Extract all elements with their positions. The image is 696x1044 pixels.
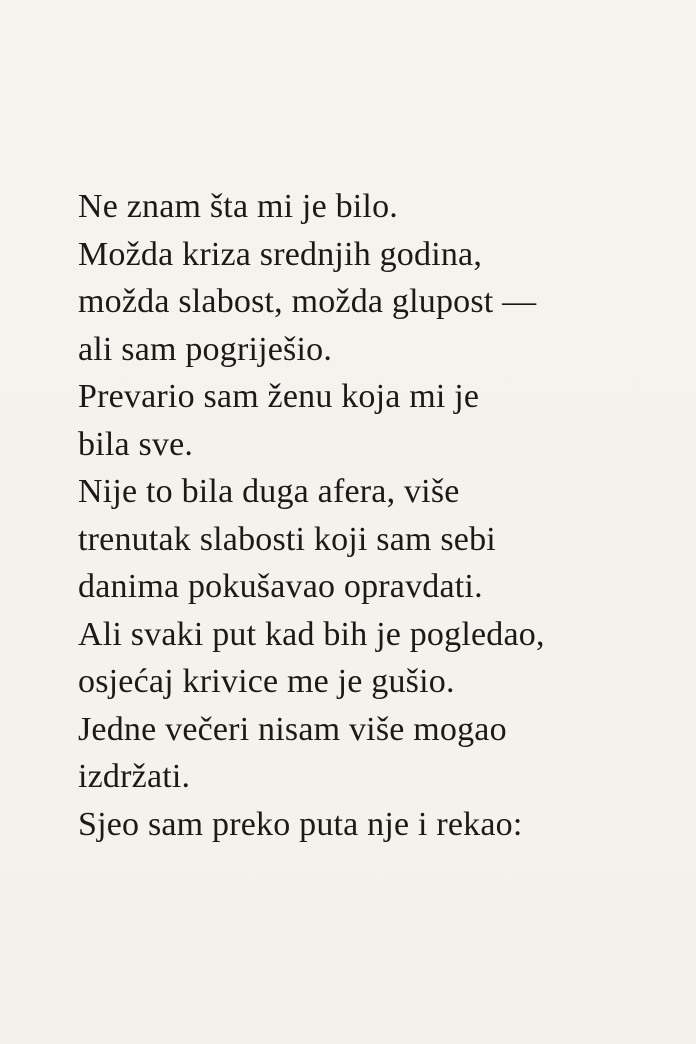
text-line: Ne znam šta mi je bilo. <box>78 188 398 225</box>
text-line: ali sam pogriješio. <box>78 330 333 368</box>
text-line: bila sve. <box>78 425 194 463</box>
text-line: trenutak slabosti koji sam sebi <box>78 520 496 558</box>
text-line: Nije to bila duga afera, više <box>78 473 460 510</box>
story-text <box>78 183 660 848</box>
text-line: možda slabost, možda glupost — <box>78 283 537 320</box>
text-line: Ali svaki put kad bih je pogledao, <box>78 615 545 653</box>
text-line: danima pokušavao opravdati. <box>78 568 483 605</box>
text-line: Sjeo sam preko puta nje i rekao: <box>78 805 523 843</box>
text-line: izdržati. <box>78 758 191 795</box>
text-line: Možda kriza srednjih godina, <box>78 235 483 273</box>
text-line: osjećaj krivice me je gušio. <box>78 663 455 700</box>
text-line: Prevario sam ženu koja mi je <box>78 378 480 415</box>
text-line: Jedne večeri nisam više mogao <box>78 710 507 748</box>
